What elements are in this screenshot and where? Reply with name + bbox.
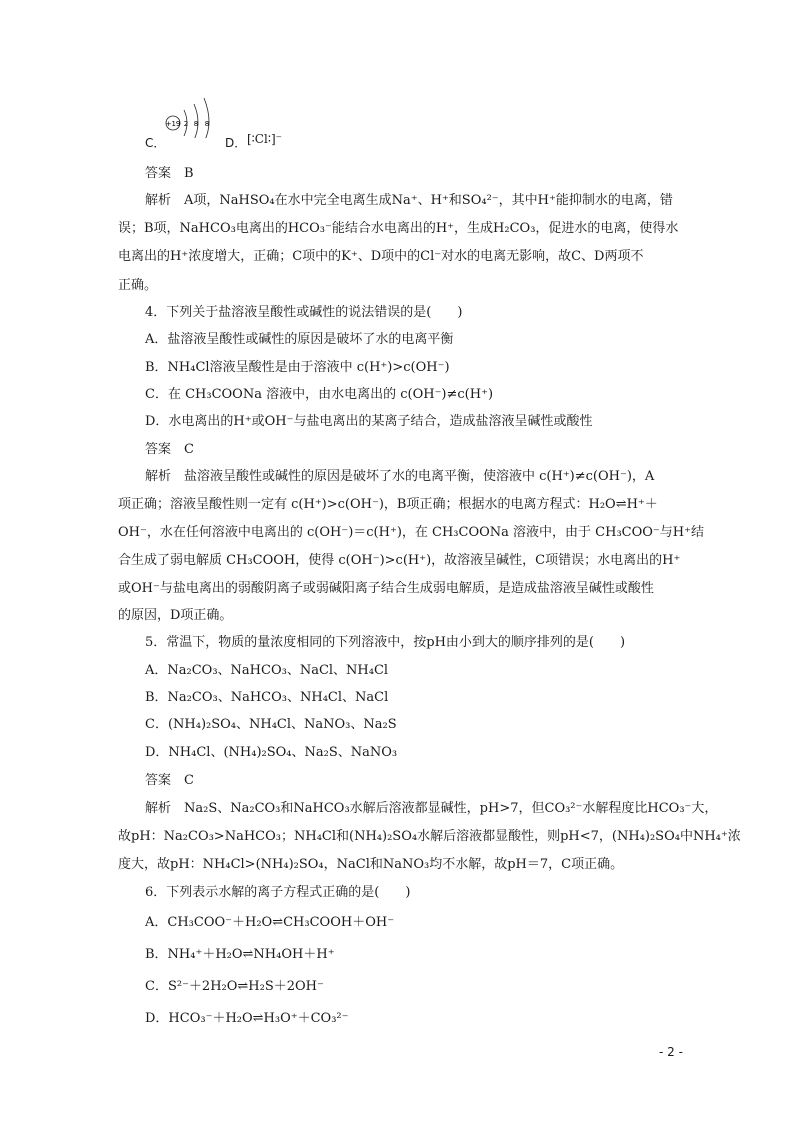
q3-option-c-label: C． bbox=[145, 136, 166, 150]
q4-analysis-line-5: 或OH⁻与盐电离出的弱酸阴离子或弱碱阳离子结合生成弱电解质，是造成盐溶液呈碱性或酸性 bbox=[118, 581, 654, 596]
shell-count-3: 8 bbox=[204, 120, 210, 128]
q3-answer: 答案 B bbox=[145, 166, 194, 181]
q4-option-b: B．NH₄Cl溶液呈酸性是由于溶液中 c(H⁺)>c(OH⁻) bbox=[145, 360, 450, 375]
q4-analysis-line-6: 的原因，D项正确。 bbox=[118, 608, 233, 623]
q5-option-a: A．Na₂CO₃、NaHCO₃、NaCl、NH₄Cl bbox=[145, 663, 389, 678]
q4-option-a: A．盐溶液呈酸性或碱性的原因是破坏了水的电离平衡 bbox=[145, 332, 454, 347]
q5-analysis-line-2: 故pH：Na₂CO₃>NaHCO₃；NH₄Cl和(NH₄)₂SO₄水解后溶液都显酸性，则pH<7，(NH₄)₂SO₄中NH₄⁺浓 bbox=[118, 829, 741, 844]
page-number: - 2 - bbox=[659, 1045, 683, 1059]
q5-option-c: C．(NH₄)₂SO₄、NH₄Cl、NaNO₃、Na₂S bbox=[145, 717, 397, 732]
q3-analysis-line-4: 正确。 bbox=[118, 278, 158, 293]
q6-option-d: D．HCO₃⁻＋H₂O⇌H₃O⁺＋CO₃²⁻ bbox=[145, 1011, 349, 1026]
q4-stem: 4．下列关于盐溶液呈酸性或碱性的说法错误的是( ) bbox=[145, 305, 463, 320]
q4-answer: 答案 C bbox=[145, 442, 194, 457]
q4-option-d: D．水电离出的H⁺或OH⁻与盐电离出的某离子结合，造成盐溶液呈碱性或酸性 bbox=[145, 414, 593, 429]
q3-option-d-label: D． bbox=[225, 136, 247, 150]
q6-option-b: B．NH₄⁺＋H₂O⇌NH₄OH＋H⁺ bbox=[145, 947, 335, 962]
q6-option-c: C．S²⁻＋2H₂O⇌H₂S＋2OH⁻ bbox=[145, 979, 324, 994]
chloride-lewis-formula: [∶Cl∶]⁻ bbox=[247, 132, 282, 146]
q3-analysis-line-2: 误；B项，NaHCO₃电离出的HCO₃⁻能结合水电离出的H⁺，生成H₂CO₃，促进水的电离，使得水 bbox=[118, 221, 679, 236]
q6-option-a: A．CH₃COO⁻＋H₂O⇌CH₃COOH＋OH⁻ bbox=[145, 915, 395, 930]
q4-analysis-line-1: 解析 盐溶液呈酸性或碱性的原因是破坏了水的电离平衡，使溶液中 c(H⁺)≠c(OH⁻)，A bbox=[145, 469, 655, 484]
q3-analysis-line-3: 电离出的H⁺浓度增大，正确；C项中的K⁺、D项中的Cl⁻对水的电离无影响，故C、D两项不 bbox=[118, 249, 644, 264]
q6-stem: 6．下列表示水解的离子方程式正确的是( ) bbox=[145, 885, 411, 900]
q5-option-b: B．Na₂CO₃、NaHCO₃、NH₄Cl、NaCl bbox=[145, 690, 389, 705]
q5-stem: 5．常温下，物质的量浓度相同的下列溶液中，按pH由小到大的顺序排列的是( ) bbox=[145, 635, 626, 650]
q3-analysis-line-1: 解析 A项，NaHSO₄在水中完全电离生成Na⁺、H⁺和SO₄²⁻，其中H⁺能抑制水的电离，错 bbox=[145, 193, 673, 208]
q4-option-c: C．在 CH₃COONa 溶液中，由水电离出的 c(OH⁻)≠c(H⁺) bbox=[145, 387, 494, 402]
shell-count-1: 2 bbox=[183, 120, 189, 128]
q5-answer: 答案 C bbox=[145, 773, 194, 788]
q4-analysis-line-2: 项正确；溶液呈酸性则一定有 c(H⁺)>c(OH⁻)，B项正确；根据水的电离方程式：H₂O⇌H⁺＋ bbox=[118, 497, 658, 512]
q4-analysis-line-3: OH⁻，水在任何溶液中电离出的 c(OH⁻)＝c(H⁺)，在 CH₃COONa 溶液中，由于 CH₃COO⁻与H⁺结 bbox=[118, 525, 704, 540]
nucleus-charge: +19 bbox=[165, 120, 181, 128]
q5-analysis-line-3: 度大，故pH：NH₄Cl>(NH₄)₂SO₄，NaCl和NaNO₃均不水解，故pH＝7，C项正确。 bbox=[118, 857, 624, 872]
q5-analysis-line-1: 解析 Na₂S、Na₂CO₃和NaHCO₃水解后溶液都显碱性，pH>7，但CO₃²⁻水解程度比HCO₃⁻大， bbox=[145, 801, 718, 816]
shell-count-2: 8 bbox=[193, 120, 199, 128]
potassium-ion-structure-diagram bbox=[164, 96, 224, 138]
q5-option-d: D．NH₄Cl、(NH₄)₂SO₄、Na₂S、NaNO₃ bbox=[145, 745, 398, 760]
q4-analysis-line-4: 合生成了弱电解质 CH₃COOH，使得 c(OH⁻)>c(H⁺)，故溶液呈碱性，C项错误；水电离出的H⁺ bbox=[118, 553, 681, 568]
